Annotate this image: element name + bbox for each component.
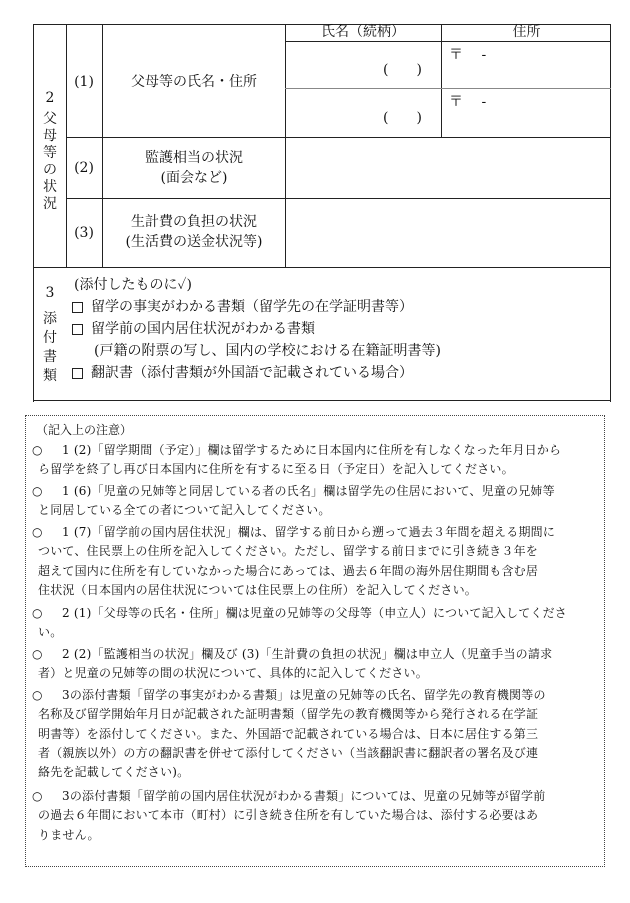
attachment-checklist [70, 274, 441, 384]
custody-status-field[interactable] [287, 139, 609, 197]
row2-label: 監護相当の状況 (面会など) [145, 150, 243, 186]
divider [66, 198, 611, 199]
column-header-address: 住所 [512, 24, 541, 40]
row1-label: 父母等の氏名・住所 [131, 74, 257, 90]
table-border-right [610, 24, 611, 402]
checkbox[interactable] [72, 368, 83, 379]
divider [285, 41, 611, 42]
checklist-item: 翻訳書（添付書類が外国語で記載されている場合） [70, 362, 441, 384]
divider [285, 88, 611, 89]
row3-number: (3) [74, 225, 94, 241]
divider [33, 267, 611, 268]
table-border-bottom [33, 400, 611, 401]
checklist-item: 留学の事実がわかる書類（留学先の在学証明書等） [70, 296, 441, 318]
section2-title: 父 母 等 の 状 況 [43, 111, 57, 212]
relationship-parens-2[interactable]: ( ) [383, 110, 422, 126]
postal-code-2[interactable]: 〒 - [449, 94, 487, 110]
row1-number: (1) [74, 74, 94, 90]
relationship-parens-1[interactable]: ( ) [383, 62, 422, 78]
living-expense-field[interactable] [287, 200, 609, 266]
bullet: ○ [32, 647, 43, 661]
section3-number: 3 [45, 285, 55, 301]
checkbox[interactable] [72, 302, 83, 313]
postal-code-1[interactable]: 〒 - [449, 47, 487, 63]
bullet: ○ [32, 606, 43, 620]
bullet: ○ [32, 688, 43, 702]
notes-box: （記入上の注意） ○ 1 (2)「留学期間（予定）」欄は留学するために日本国内に住所を有しなくなった年月日から ら留学を終了し再び日本国内に住所を有するに至る日（予定日）を記入してください。 ○ 1 (6)「児童の兄姉等と同居している者の氏名」欄は留学先の住居において、児童の兄姉等 と同居している全ての者について記入してください。 ○ 1 (7)「留学前の国内居住状況」欄は、留学する前日から遡って過去３年間を超える期間に ついて、住民票上の住所を記入してください。ただし、留学する前日までに引き続き３年を 超えて国内に住所を有していなかった場合にあっては、過去６年間の海外居住期間も含む居 住状況（日本国内の居住状況については住民票上の住所）を記入してください。 ○ 2 (1)「父母等の氏名・住所」欄は児童の兄姉等の父母等（申立人）について記入してくださ い。 ○ 2 (2)「監護相当の状況」欄及び (3)「生計費の負担の状況」欄は申立人（児童手当の請求 者）と児童の兄姉等の間の状況について、具体的に記入してください。 ○ 3の添付書類「留学の事実がわかる書類」は児童の兄姉等の氏名、留学先の教育機関等の 名称及び留学開始年月日が記載された証明書類（留学先の教育機関等から発行される在学証 明書等）を添付してください。また、外国語で記載されている場合は、日本に居住する第三 者（親族以外）の方の翻訳書を併せて添付してください（当該翻訳書に翻訳者の署名及び連 絡先を記載してください)。 ○ 3の添付書類「留学前の国内居住状況がわかる書類」については、児童の兄姉等が留学前 の過去６年間において本市（町村）に引き続き住所を有していた場合は、添付する必要はあ りません。 [25, 415, 605, 867]
checklist-instruction: (添付したものに✓) [74, 277, 192, 293]
divider [66, 137, 611, 138]
bullet: ○ [32, 525, 43, 539]
checklist-item: 留学前の国内居住状況がわかる書類 [70, 318, 441, 340]
checkbox[interactable] [72, 324, 83, 335]
bullet: ○ [32, 484, 43, 498]
section3-title: 添 付 書 類 [43, 311, 57, 384]
bullet: ○ [32, 789, 43, 803]
divider [285, 24, 286, 267]
notes-title: （記入上の注意） [36, 423, 133, 437]
checklist-item-note: (戸籍の附票の写し、国内の学校における在籍証明書等) [94, 343, 441, 359]
row3-label: 生計費の負担の状況 (生活費の送金状況等) [125, 214, 263, 250]
column-header-name: 氏名（続柄） [321, 24, 405, 40]
table-border-left [33, 24, 34, 402]
bullet: ○ [32, 443, 43, 457]
section2-number: 2 [45, 90, 55, 106]
row2-number: (2) [74, 160, 94, 176]
